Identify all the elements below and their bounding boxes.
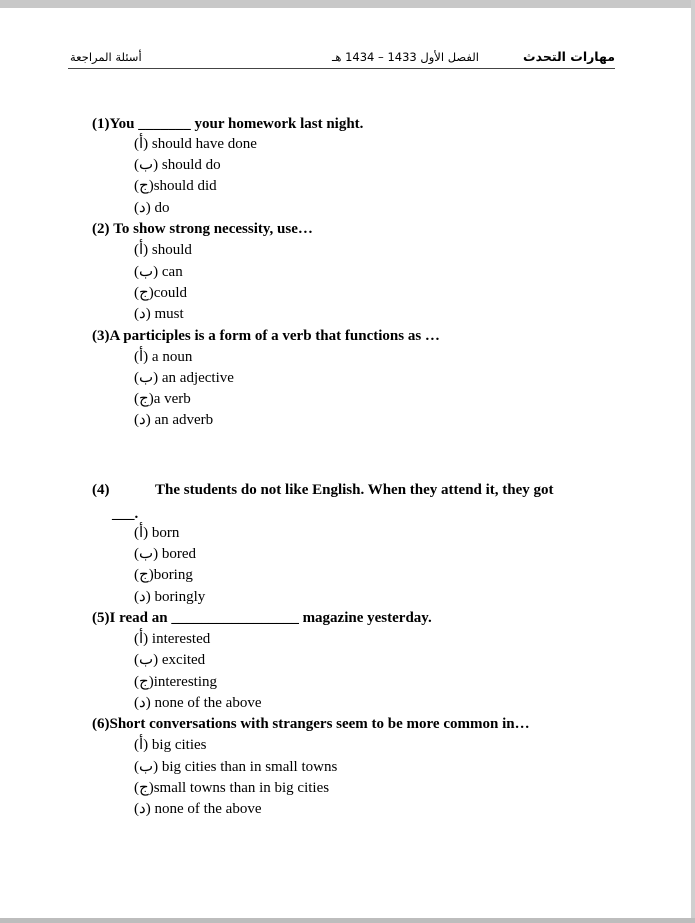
question-1-option-d (134, 199, 169, 217)
option-text: bored (161, 546, 197, 562)
option-letter: (ب) (134, 264, 159, 280)
question-4-option-b (134, 545, 196, 563)
option-letter: (د) (134, 306, 151, 322)
question-2-option-a (134, 241, 192, 259)
question-6 (92, 715, 530, 733)
option-text: can (161, 264, 183, 280)
header-review-questions: أسئلة المراجعة (70, 50, 142, 64)
question-4 (92, 481, 554, 499)
option-letter: (أ) (134, 737, 149, 753)
question-1-option-b (134, 156, 221, 174)
option-letter: (ب) (134, 652, 159, 668)
option-text: small towns than in big cities (153, 780, 330, 796)
option-text: must (154, 306, 184, 322)
question-text: A participles is a form of a verb that functions as … (109, 328, 440, 344)
question-1-option-a (134, 135, 257, 153)
question-5-option-d (134, 694, 261, 712)
window-top-edge (0, 0, 695, 8)
option-text: should do (161, 157, 221, 173)
question-text: To show strong necessity, use… (113, 221, 313, 237)
window-right-edge (691, 0, 695, 923)
question-5-option-a (134, 630, 210, 648)
option-text: interested (151, 631, 211, 647)
question-3-option-a (134, 348, 192, 366)
question-5-option-c (134, 673, 217, 691)
option-letter: (ب) (134, 759, 159, 775)
question-number: (2) (92, 221, 110, 237)
option-letter: (د) (134, 200, 151, 216)
header-course-title: مهارات التحدث (523, 49, 615, 64)
option-letter: (د) (134, 589, 151, 605)
question-6-option-c (134, 779, 329, 797)
question-number: (5) (92, 610, 110, 626)
option-text: none of the above (154, 801, 262, 817)
question-text: Short conversations with strangers seem to be more common in… (109, 716, 530, 732)
question-2-option-d (134, 305, 184, 323)
question-4-option-d (134, 588, 205, 606)
question-4-option-c (134, 566, 193, 584)
option-letter: (ب) (134, 370, 159, 386)
option-letter: (أ) (134, 349, 149, 365)
option-letter: (أ) (134, 136, 149, 152)
option-letter: (د) (134, 695, 151, 711)
question-1-option-c (134, 177, 217, 195)
option-letter: (ج) (134, 285, 154, 301)
option-text: big cities (151, 737, 207, 753)
option-letter: (ب) (134, 157, 159, 173)
question-2 (92, 220, 313, 238)
option-letter: (ج) (134, 567, 154, 583)
option-letter: (د) (134, 801, 151, 817)
option-text: boring (153, 567, 193, 583)
option-letter: (ج) (134, 674, 154, 690)
option-letter: (ج) (134, 780, 154, 796)
option-text: none of the above (154, 695, 262, 711)
option-text: big cities than in small towns (161, 759, 338, 775)
question-2-option-c (134, 284, 187, 302)
option-text: boringly (154, 589, 206, 605)
question-6-option-a (134, 736, 207, 754)
option-letter: (ب) (134, 546, 159, 562)
question-text-continued: ___. (112, 506, 139, 522)
question-number: (1) (92, 116, 110, 132)
option-letter: (ج) (134, 391, 154, 407)
option-text: an adverb (154, 412, 214, 428)
question-text: The students do not like English. When they attend it, they got (155, 482, 554, 498)
option-letter: (أ) (134, 525, 149, 541)
question-number: (4) (92, 482, 110, 498)
question-5-option-b (134, 651, 205, 669)
question-text: I read an _________________ magazine yesterday. (109, 610, 432, 626)
question-number: (6) (92, 716, 110, 732)
option-text: should have done (151, 136, 257, 152)
question-5 (92, 609, 432, 627)
option-text: excited (161, 652, 206, 668)
question-3 (92, 327, 440, 345)
window-bottom-edge (0, 918, 695, 923)
option-text: should (151, 242, 192, 258)
question-6-option-d (134, 800, 261, 818)
question-4-continuation (112, 505, 138, 523)
option-text: do (154, 200, 170, 216)
option-text: born (151, 525, 180, 541)
option-text: could (153, 285, 188, 301)
option-text: interesting (153, 674, 218, 690)
question-text: You _______ your homework last night. (109, 116, 364, 132)
question-number: (3) (92, 328, 110, 344)
question-6-option-b (134, 758, 337, 776)
question-3-option-c (134, 390, 191, 408)
question-1 (92, 115, 363, 133)
option-text: a verb (153, 391, 191, 407)
option-text: a noun (151, 349, 193, 365)
question-4-option-a (134, 524, 179, 542)
header-semester: الفصل الأول 1433 – 1434 هـ (332, 50, 479, 64)
option-text: an adjective (161, 370, 234, 386)
option-letter: (أ) (134, 242, 149, 258)
question-3-option-b (134, 369, 234, 387)
page-header (68, 48, 615, 69)
option-letter: (ج) (134, 178, 154, 194)
option-letter: (د) (134, 412, 151, 428)
option-text: should did (153, 178, 217, 194)
question-3-option-d (134, 411, 213, 429)
option-letter: (أ) (134, 631, 149, 647)
question-2-option-b (134, 263, 183, 281)
